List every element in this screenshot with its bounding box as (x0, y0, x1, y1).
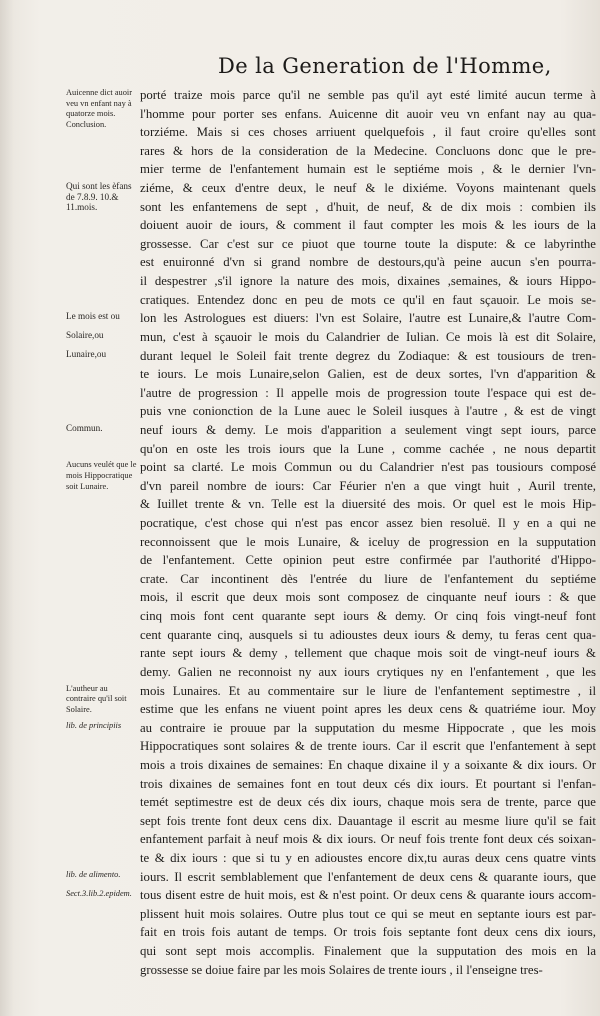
text-line: demy. Galien ne reconnoist ny aux iours crytiques ny en l'enfantement , que les (140, 664, 596, 679)
text-line: durant lequel le Soleil fait trente degrez du Zodiaque: & est tousiours de tren- (140, 348, 596, 363)
text-line: enfantement parfait à neuf mois & dix iours. Or neuf fois trente font deux cés soixan- (140, 832, 596, 847)
text-line: temét septimestre est de deux cés dix iours, chaque mois sera de trente, parce que (140, 795, 596, 810)
text-line: rante sept iours & demy , tellement que chaque mois soit de vingt-neuf iours & (140, 646, 596, 661)
margin-note-autheur: L'autheur au contraire qu'il soit Solaire. (66, 683, 127, 715)
text-line: mun, c'est à sçauoir le mois du Calandrier de Iulian. Ce mois là est dit Solaire, (140, 329, 596, 344)
margin-note-lib-alimento: lib. de alimento. (66, 870, 121, 880)
text-line: pocratique, c'est chose qui n'est pas encor assez bien resoluë. Il y en a qui ne (140, 516, 596, 531)
text-line: puis vne conionction de la Lune auec le Soleil iusques à l'autre , & est de vingt (140, 404, 596, 419)
text-line: qui sont sept mois accomplis. Finalement que la supputation des mois en la (140, 944, 596, 959)
text-line: doiuent auoir de iours, & comment il faut compter les mois & les iours de la (140, 218, 596, 233)
text-line: & Iuillet trente & vn. Telle est la diuersité des mois. Or quel est le mois Hip- (140, 497, 596, 512)
text-line: point sa clarté. Le mois Commun ou du Calandrier n'est pas tousiours composé (140, 460, 596, 475)
text-line: d'vn pareil nombre de iours: Car Féurier n'en a que vingt huit , Auril trente, (140, 478, 596, 493)
text-line: iours. Il escrit semblablement que l'enfantement de deux cens & quarante iours, que (140, 869, 596, 884)
margin-note-commun: Commun. (66, 423, 103, 434)
text-line: mois, il escrit que deux mois sont composez de cinquante neuf iours : & que (140, 590, 596, 605)
text-line: rares & hors de la consideration de la Medecine. Concluons donc que le pre- (140, 143, 596, 158)
text-line: grossesse se doiue faire par les mois Solaires de trente iours , il l'enseigne tres- (140, 962, 543, 977)
running-title: De la Generation de l'Homme, (218, 54, 552, 78)
margin-note-qui-sont: Qui sont les èfans de 7.8.9. 10.& 11.mois. (66, 181, 132, 213)
text-line: grossesse. Car c'est sur ce piuot que tourne toute la dispute: & ce labyrinthe (140, 236, 596, 251)
text-line: tous disent estre de huit mois, est & n'est point. Or deux cens & quarante iours accom- (140, 888, 596, 903)
margin-note-lib-principiis: lib. de principiis (66, 721, 122, 731)
text-line: ziéme, & ceux d'entre deux, le neuf & le dixiéme. Voyons maintenant quels (140, 181, 596, 196)
body-text (140, 86, 596, 979)
text-line: plissent huit mois solaires. Outre plus tout ce qui se meut en septante iours est par- (140, 906, 596, 921)
text-line: reconnoissent que le mois Lunaire, & iceluy de progression en la supputation (140, 534, 596, 549)
text-line: crate. Car incontinent dès l'entrée du liure de l'enfantement du septiéme (140, 571, 596, 586)
text-line: mois a trois dixaines de semaines: En chaque dixaine il y a soixante & dix iours. Or (140, 757, 596, 772)
text-line: qu'on en oste les trois iours que la Lune , comme cachée , ne nous departit (140, 441, 596, 456)
text-line: sont les enfantemens de sept , d'huit, de neuf, & de dix mois : combien ils (140, 199, 596, 214)
text-line: torziéme. Mais si ces choses arriuent quelquefois , il faut croire qu'elles sont (140, 125, 596, 140)
text-line: il despestrer ,s'il ignore la nature des mois, dixaines ,semaines, & iours Hippo- (140, 274, 596, 289)
text-line: Hippocratiques sont solaires & de trente iours. Car il escrit que l'enfantement à sept (140, 739, 596, 754)
text-line: l'homme pour porter ses enfans. Auicenne dit auoir veu vn enfant nay au qua- (140, 106, 596, 121)
text-line: sept fois trente font deux cens dix. Dauantage il escrit au mesme liure qu'il se fait (140, 813, 596, 828)
text-line: estime que les enfans ne viuent point apres les deux cens & quatriéme iour. Moy (140, 702, 596, 717)
text-line: lon les Astrologues est diuers: l'vn est Solaire, l'autre est Lunaire,& l'autre Com- (140, 311, 596, 326)
text-line: trois dixaines de semaines font en tout deux cés dix iours. Et pourtant si l'enfan- (140, 776, 596, 791)
text-line: neuf iours & demy. Le mois d'apparition a seulement vingt sept iours, parce (140, 422, 596, 437)
text-line: te iours. Le mois Lunaire,selon Galien, est de deux sortes, l'vn d'apparition & (140, 367, 596, 382)
text-line: cinq mois font cent quarante sept iours & demy. Or cinq fois vingt-neuf font (140, 609, 596, 624)
text-line: cratiques. Entendez donc en peu de mots ce qu'il en faut sçauoir. Le mois se- (140, 292, 596, 307)
text-line: fait en trois fois autant de temps. Or trois fois septante font deux cens dix iours, (140, 925, 596, 940)
text-line: est enuironné d'vn si grand nombre de destours,qu'à peine aucun s'en pourra- (140, 255, 596, 270)
text-line: l'autre de progression : Il appelle mois de progression toute l'espace qui est de- (140, 385, 596, 400)
text-line: de l'enfantement. Cette opinion peut estre confirmée par l'authorité d'Hippo- (140, 553, 596, 568)
margin-note-lunaire: Lunaire,ou (66, 348, 107, 359)
text-line: mier terme de l'enfantement humain est le septiéme mois , & le dernier l'vn- (140, 162, 596, 177)
margin-note-aucuns-veulet: Aucuns veulét que le mois Hippocratique soit Lunaire. (66, 460, 137, 491)
margin-note-solaire: Solaire,ou (66, 330, 104, 341)
text-line: porté traize mois parce qu'il ne semble pas qu'il ayt esté limité aucun terme à (140, 88, 596, 102)
text-line: au contraire ie prouue par la supputation du mesme Hippocrate , que les mois (140, 720, 596, 735)
text-line: mois Lunaires. Et au commentaire sur le liure de l'enfantement septimestre , il (140, 683, 596, 698)
text-line: te & dix iours : que si tu y en adioustes encore dix,tu auras deux cens quatre vints (140, 850, 596, 865)
margin-note-aviccenne: Auicenne dict auoir veu vn enfant nay à quatorze mois. Conclusion. (66, 88, 133, 129)
text-line: cent quarante cinq, ausquels si tu adioustes deux iours & demy, tu feras cent qua- (140, 627, 596, 642)
margin-note-sect-epidem: Sect.3.lib.2.epidem. (66, 888, 132, 898)
margin-note-mois-est: Le mois est ou (66, 311, 120, 322)
